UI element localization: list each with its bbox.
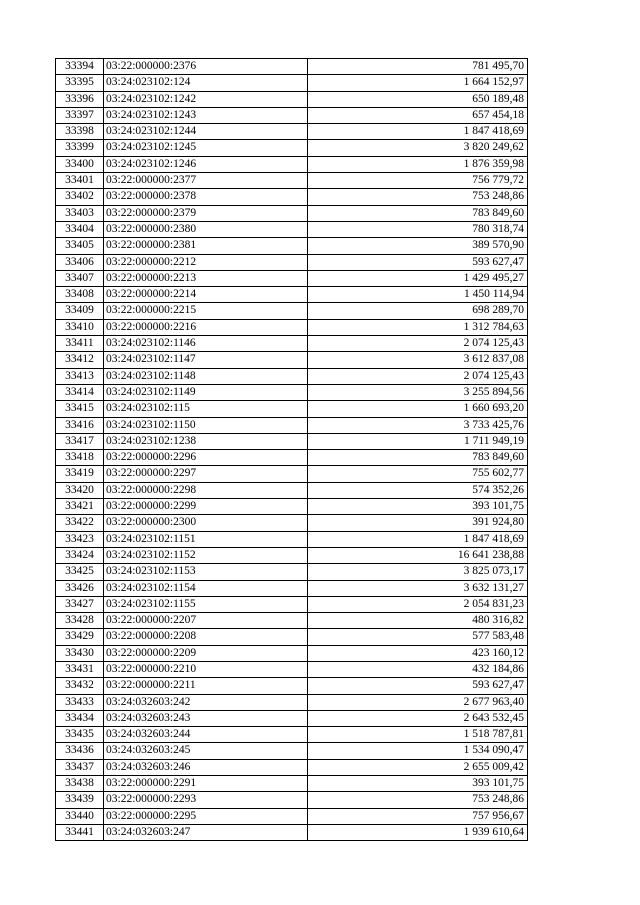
cadastral-number-cell: 03:22:000000:2215: [104, 303, 308, 319]
cadastral-value-cell: 1 660 693,20: [308, 401, 528, 417]
cadastral-value-cell: 3 733 425,76: [308, 417, 528, 433]
table-row: [56, 368, 528, 384]
cadastral-number-cell: 03:22:000000:2376: [104, 59, 308, 75]
row-number-cell: 33412: [56, 352, 104, 368]
cadastral-number-cell: 03:24:023102:124: [104, 75, 308, 91]
table-row: [56, 824, 528, 840]
cadastral-value-cell: 3 820 249,62: [308, 140, 528, 156]
cadastral-number-cell: 03:22:000000:2299: [104, 499, 308, 515]
table-row: [56, 107, 528, 123]
cadastral-value-cell: 650 189,48: [308, 91, 528, 107]
cadastral-number-cell: 03:22:000000:2298: [104, 482, 308, 498]
cadastral-value-cell: 780 318,74: [308, 221, 528, 237]
cadastral-number-cell: 03:24:023102:1243: [104, 107, 308, 123]
cadastral-value-cell: 389 570,90: [308, 238, 528, 254]
cadastral-value-cell: 391 924,80: [308, 515, 528, 531]
cadastral-number-cell: 03:24:023102:1148: [104, 368, 308, 384]
cadastral-value-cell: 1 518 787,81: [308, 727, 528, 743]
row-number-cell: 33423: [56, 531, 104, 547]
cadastral-value-cell: 698 289,70: [308, 303, 528, 319]
cadastral-value-cell: 1 450 114,94: [308, 287, 528, 303]
table-row: [56, 417, 528, 433]
table-row: [56, 564, 528, 580]
row-number-cell: 33402: [56, 189, 104, 205]
row-number-cell: 33394: [56, 59, 104, 75]
cadastral-number-cell: 03:24:032603:242: [104, 694, 308, 710]
row-number-cell: 33404: [56, 221, 104, 237]
row-number-cell: 33424: [56, 547, 104, 563]
table-row: [56, 384, 528, 400]
cadastral-value-cell: 755 602,77: [308, 466, 528, 482]
row-number-cell: 33429: [56, 629, 104, 645]
row-number-cell: 33433: [56, 694, 104, 710]
table-row: [56, 352, 528, 368]
table-row: [56, 401, 528, 417]
cadastral-value-cell: 3 825 073,17: [308, 564, 528, 580]
row-number-cell: 33432: [56, 678, 104, 694]
row-number-cell: 33418: [56, 450, 104, 466]
cadastral-number-cell: 03:22:000000:2300: [104, 515, 308, 531]
table-row: [56, 759, 528, 775]
row-number-cell: 33410: [56, 319, 104, 335]
table-row: [56, 792, 528, 808]
cadastral-number-cell: 03:22:000000:2296: [104, 450, 308, 466]
cadastral-number-cell: 03:24:023102:1146: [104, 336, 308, 352]
table-row: [56, 466, 528, 482]
row-number-cell: 33434: [56, 710, 104, 726]
cadastral-value-cell: 1 664 152,97: [308, 75, 528, 91]
table-row: [56, 124, 528, 140]
table-row: [56, 645, 528, 661]
cadastral-number-cell: 03:24:032603:246: [104, 759, 308, 775]
table-row: [56, 678, 528, 694]
row-number-cell: 33403: [56, 205, 104, 221]
cadastral-value-cell: 3 632 131,27: [308, 580, 528, 596]
cadastral-number-cell: 03:24:023102:1154: [104, 580, 308, 596]
row-number-cell: 33408: [56, 287, 104, 303]
cadastral-value-cell: 574 352,26: [308, 482, 528, 498]
cadastral-value-cell: 2 655 009,42: [308, 759, 528, 775]
table-row: [56, 336, 528, 352]
table-row: [56, 515, 528, 531]
table-row: [56, 710, 528, 726]
row-number-cell: 33425: [56, 564, 104, 580]
table-row: [56, 531, 528, 547]
table-row: [56, 303, 528, 319]
table-body: [56, 59, 528, 841]
table-row: [56, 75, 528, 91]
table-row: [56, 254, 528, 270]
row-number-cell: 33417: [56, 433, 104, 449]
table-row: [56, 694, 528, 710]
table-row: [56, 776, 528, 792]
cadastral-value-cell: 2 677 963,40: [308, 694, 528, 710]
row-number-cell: 33406: [56, 254, 104, 270]
table-row: [56, 727, 528, 743]
cadastral-value-cell: 2 074 125,43: [308, 368, 528, 384]
table-row: [56, 287, 528, 303]
cadastral-value-cell: 1 312 784,63: [308, 319, 528, 335]
row-number-cell: 33427: [56, 596, 104, 612]
row-number-cell: 33436: [56, 743, 104, 759]
cadastral-value-table: [55, 58, 528, 841]
cadastral-number-cell: 03:24:032603:244: [104, 727, 308, 743]
row-number-cell: 33440: [56, 808, 104, 824]
row-number-cell: 33400: [56, 156, 104, 172]
row-number-cell: 33398: [56, 124, 104, 140]
cadastral-number-cell: 03:22:000000:2297: [104, 466, 308, 482]
table-row: [56, 173, 528, 189]
cadastral-number-cell: 03:24:023102:1149: [104, 384, 308, 400]
cadastral-value-cell: 1 711 949,19: [308, 433, 528, 449]
cadastral-number-cell: 03:24:032603:245: [104, 743, 308, 759]
cadastral-number-cell: 03:22:000000:2212: [104, 254, 308, 270]
cadastral-number-cell: 03:22:000000:2295: [104, 808, 308, 824]
cadastral-value-cell: 753 248,86: [308, 189, 528, 205]
row-number-cell: 33430: [56, 645, 104, 661]
cadastral-value-cell: 1 876 359,98: [308, 156, 528, 172]
table-row: [56, 499, 528, 515]
table-row: [56, 613, 528, 629]
table-row: [56, 808, 528, 824]
cadastral-value-cell: 1 847 418,69: [308, 531, 528, 547]
cadastral-number-cell: 03:24:023102:1151: [104, 531, 308, 547]
cadastral-number-cell: 03:22:000000:2208: [104, 629, 308, 645]
row-number-cell: 33416: [56, 417, 104, 433]
cadastral-value-cell: 657 454,18: [308, 107, 528, 123]
table-row: [56, 450, 528, 466]
cadastral-value-cell: 593 627,47: [308, 254, 528, 270]
cadastral-number-cell: 03:22:000000:2211: [104, 678, 308, 694]
table-row: [56, 596, 528, 612]
cadastral-value-cell: 2 643 532,45: [308, 710, 528, 726]
row-number-cell: 33422: [56, 515, 104, 531]
cadastral-value-cell: 432 184,86: [308, 661, 528, 677]
row-number-cell: 33438: [56, 776, 104, 792]
row-number-cell: 33428: [56, 613, 104, 629]
cadastral-value-cell: 480 316,82: [308, 613, 528, 629]
row-number-cell: 33437: [56, 759, 104, 775]
cadastral-number-cell: 03:22:000000:2207: [104, 613, 308, 629]
row-number-cell: 33413: [56, 368, 104, 384]
row-number-cell: 33399: [56, 140, 104, 156]
cadastral-number-cell: 03:22:000000:2209: [104, 645, 308, 661]
table-row: [56, 743, 528, 759]
cadastral-value-cell: 1 534 090,47: [308, 743, 528, 759]
cadastral-value-cell: 3 612 837,08: [308, 352, 528, 368]
row-number-cell: 33411: [56, 336, 104, 352]
table-row: [56, 59, 528, 75]
cadastral-value-cell: 1 939 610,64: [308, 824, 528, 840]
table-row: [56, 661, 528, 677]
cadastral-number-cell: 03:24:023102:1155: [104, 596, 308, 612]
row-number-cell: 33421: [56, 499, 104, 515]
cadastral-number-cell: 03:24:023102:1238: [104, 433, 308, 449]
cadastral-number-cell: 03:24:023102:1245: [104, 140, 308, 156]
cadastral-number-cell: 03:22:000000:2291: [104, 776, 308, 792]
cadastral-value-cell: 1 429 495,27: [308, 270, 528, 286]
cadastral-value-cell: 1 847 418,69: [308, 124, 528, 140]
row-number-cell: 33409: [56, 303, 104, 319]
cadastral-value-cell: 781 495,70: [308, 59, 528, 75]
row-number-cell: 33397: [56, 107, 104, 123]
cadastral-number-cell: 03:22:000000:2379: [104, 205, 308, 221]
cadastral-value-cell: 16 641 238,88: [308, 547, 528, 563]
table-row: [56, 580, 528, 596]
row-number-cell: 33415: [56, 401, 104, 417]
cadastral-number-cell: 03:24:023102:1150: [104, 417, 308, 433]
row-number-cell: 33396: [56, 91, 104, 107]
row-number-cell: 33414: [56, 384, 104, 400]
cadastral-number-cell: 03:22:000000:2377: [104, 173, 308, 189]
table-row: [56, 482, 528, 498]
cadastral-value-cell: 756 779,72: [308, 173, 528, 189]
table-row: [56, 547, 528, 563]
cadastral-value-cell: 783 849,60: [308, 205, 528, 221]
cadastral-value-cell: 2 074 125,43: [308, 336, 528, 352]
row-number-cell: 33431: [56, 661, 104, 677]
row-number-cell: 33395: [56, 75, 104, 91]
table-row: [56, 629, 528, 645]
cadastral-number-cell: 03:22:000000:2378: [104, 189, 308, 205]
table-row: [56, 238, 528, 254]
cadastral-number-cell: 03:24:032603:243: [104, 710, 308, 726]
cadastral-value-cell: 783 849,60: [308, 450, 528, 466]
cadastral-number-cell: 03:24:023102:1246: [104, 156, 308, 172]
cadastral-number-cell: 03:24:023102:1244: [104, 124, 308, 140]
row-number-cell: 33407: [56, 270, 104, 286]
row-number-cell: 33435: [56, 727, 104, 743]
table-row: [56, 156, 528, 172]
cadastral-number-cell: 03:22:000000:2210: [104, 661, 308, 677]
cadastral-value-cell: 593 627,47: [308, 678, 528, 694]
cadastral-number-cell: 03:22:000000:2380: [104, 221, 308, 237]
table-row: [56, 205, 528, 221]
row-number-cell: 33439: [56, 792, 104, 808]
cadastral-number-cell: 03:22:000000:2213: [104, 270, 308, 286]
cadastral-value-cell: 577 583,48: [308, 629, 528, 645]
row-number-cell: 33401: [56, 173, 104, 189]
cadastral-number-cell: 03:22:000000:2381: [104, 238, 308, 254]
cadastral-value-cell: 393 101,75: [308, 499, 528, 515]
cadastral-value-cell: 3 255 894,56: [308, 384, 528, 400]
row-number-cell: 33420: [56, 482, 104, 498]
cadastral-number-cell: 03:24:023102:1147: [104, 352, 308, 368]
cadastral-number-cell: 03:22:000000:2214: [104, 287, 308, 303]
cadastral-value-cell: 2 054 831,23: [308, 596, 528, 612]
cadastral-value-cell: 393 101,75: [308, 776, 528, 792]
cadastral-number-cell: 03:24:032603:247: [104, 824, 308, 840]
cadastral-number-cell: 03:24:023102:1153: [104, 564, 308, 580]
cadastral-number-cell: 03:24:023102:1242: [104, 91, 308, 107]
row-number-cell: 33405: [56, 238, 104, 254]
cadastral-number-cell: 03:24:023102:1152: [104, 547, 308, 563]
table-row: [56, 319, 528, 335]
cadastral-number-cell: 03:24:023102:115: [104, 401, 308, 417]
cadastral-number-cell: 03:22:000000:2216: [104, 319, 308, 335]
table-row: [56, 270, 528, 286]
row-number-cell: 33426: [56, 580, 104, 596]
row-number-cell: 33441: [56, 824, 104, 840]
row-number-cell: 33419: [56, 466, 104, 482]
table-row: [56, 221, 528, 237]
cadastral-value-cell: 423 160,12: [308, 645, 528, 661]
table-row: [56, 433, 528, 449]
cadastral-value-cell: 753 248,86: [308, 792, 528, 808]
table-row: [56, 189, 528, 205]
table-row: [56, 140, 528, 156]
cadastral-number-cell: 03:22:000000:2293: [104, 792, 308, 808]
table-row: [56, 91, 528, 107]
cadastral-value-cell: 757 956,67: [308, 808, 528, 824]
